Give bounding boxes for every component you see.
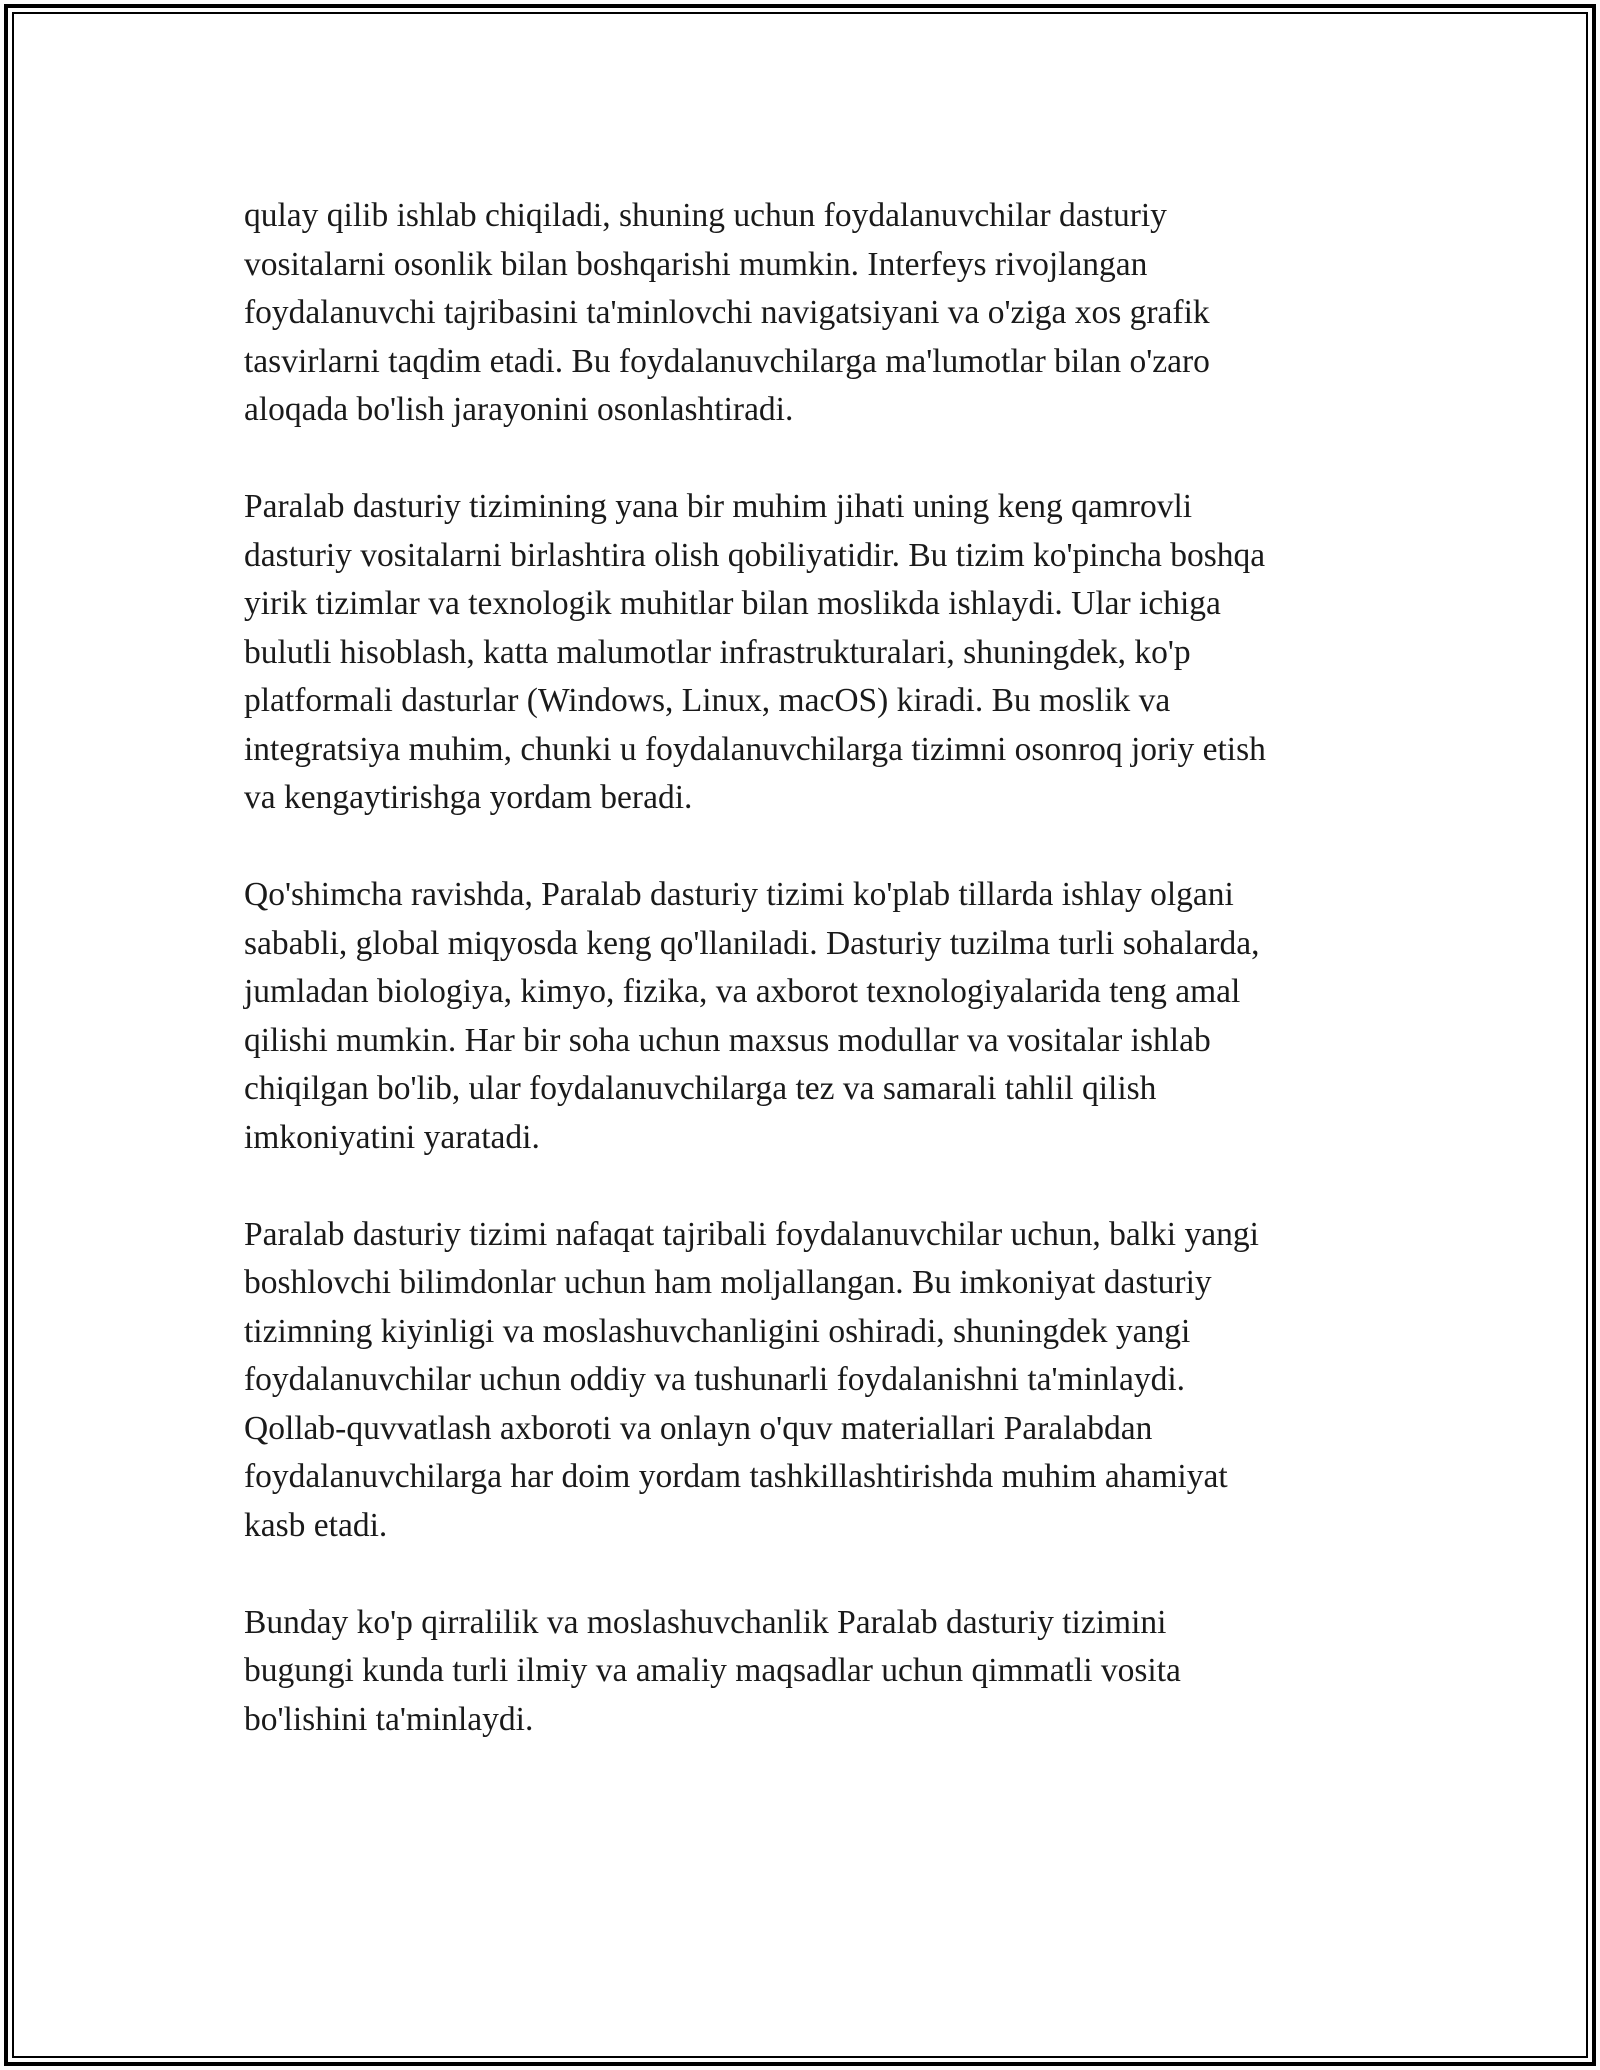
document-body [244,192,1384,1793]
paragraph-3: Qo'shimcha ravishda, Paralab dasturiy tizimi ko'plab tillarda ishlay olgani sababli, global miqyosda keng qo'llaniladi. Dasturiy tuzilma turli sohalarda, jumladan biologiya, kimyo, fizika, va axborot texnologiyalarida teng amal qilishi mumkin. Har bir soha uchun maxsus modullar va vositalar ishlab chiqilgan bo'lib, ular foydalanuvchilarga tez va samarali tahlil qilish imkoniyatini yaratadi. [244,876,1260,1156]
paragraph-5: Bunday ko'p qirralilik va moslashuvchanlik Paralab dasturiy tizimini bugungi kunda turli ilmiy va amaliy maqsadlar uchun qimmatli vosita bo'lishini ta'minlaydi. [244,1603,1181,1738]
paragraph-4: Paralab dasturiy tizimi nafaqat tajribali foydalanuvchilar uchun, balki yangi boshlovchi bilimdonlar uchun ham moljallangan. Bu imkoniyat dasturiy tizimning kiyinligi va moslashuvchanligini oshiradi, shuningdek yangi foydalanuvchilar uchun oddiy va tushunarli foydalanishni ta'minlaydi. Qollab-quvvatlash axboroti va onlayn o'quv materiallari Paralabdan foydalanuvchilarga har doim yordam tashkillashtirishda muhim ahamiyat kasb etadi. [244,1215,1259,1544]
paragraph-1: qulay qilib ishlab chiqiladi, shuning uchun foydalanuvchilar dasturiy vositalarni osonlik bilan boshqarishi mumkin. Interfeys rivojlangan foydalanuvchi tajribasini ta'minlovchi navigatsiyani va o'ziga xos grafik tasvirlarni taqdim etadi. Bu foydalanuvchilarga ma'lumotlar bilan o'zaro aloqada bo'lish jarayonini osonlashtiradi. [244,197,1210,428]
page-border [4,4,1596,2066]
paragraph-2: Paralab dasturiy tizimining yana bir muhim jihati uning keng qamrovli dasturiy vositalarni birlashtira olish qobiliyatidir. Bu tizim ko'pincha boshqa yirik tizimlar va texnologik muhitlar bilan moslikda ishlaydi. Ular ichiga bulutli hisoblash, katta malumotlar infrastrukturalari, shuningdek, ko'p platformali dasturlar (Windows, Linux, macOS) kiradi. Bu moslik va integratsiya muhim, chunki u foydalanuvchilarga tizimni osonroq joriy etish va kengaytirishga yordam beradi. [244,488,1266,816]
